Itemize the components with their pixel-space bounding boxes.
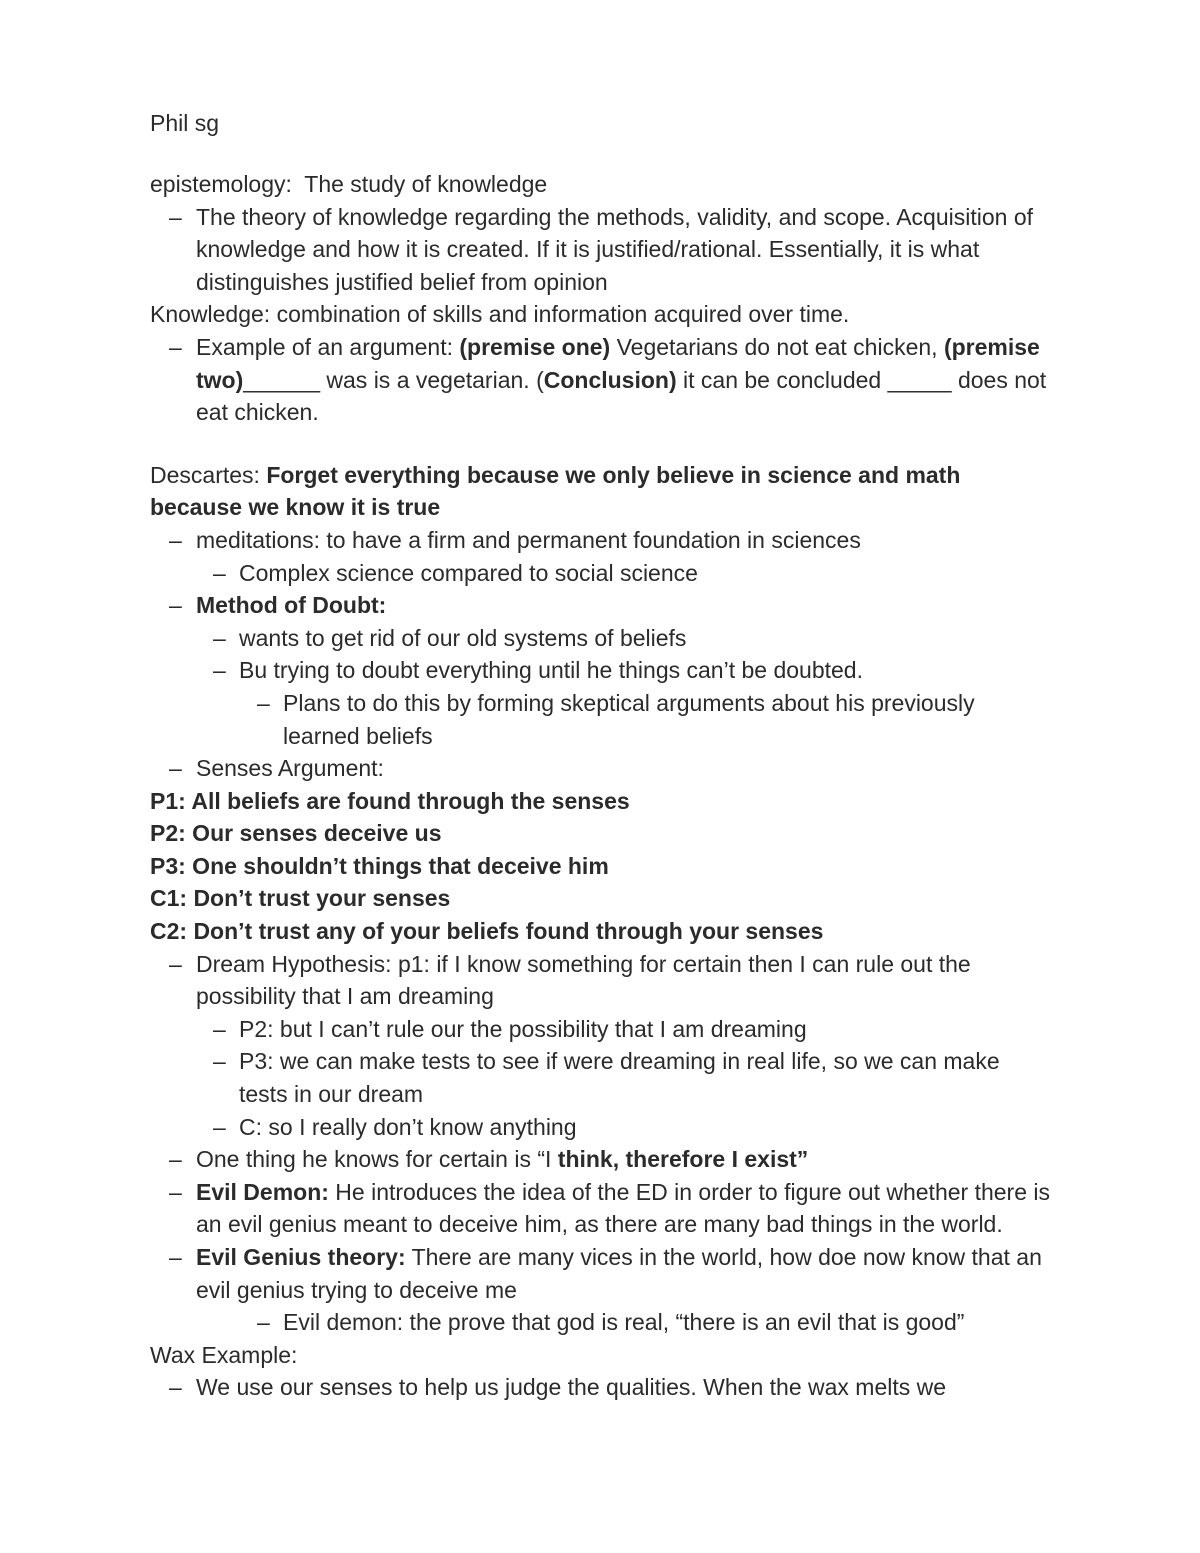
dash-marker: – [213, 657, 226, 684]
dash-marker: – [169, 1374, 182, 1401]
epistemology-bullet: The theory of knowledge regarding the methods, validity, and scope. Acquisition of knowledge and how it is created. If it is justified/rational. Essentially, it is what distinguishes justified belief from opinion [196, 203, 1034, 295]
premise-line [150, 817, 1050, 850]
epistemology-term: epistemology: [150, 171, 292, 197]
list-item [150, 524, 1050, 557]
meditations-text: meditations: to have a firm and permanent foundation in sciences [196, 526, 861, 553]
argument-text: Example of an argument: [196, 333, 460, 360]
premise-p2: P2: Our senses deceive us [150, 820, 442, 847]
evil-demon-text: He introduces the idea of the ED in order to figure out whether there is an evil genius meant to deceive him, as there are many bad things in the world. [196, 1178, 1050, 1238]
list-item [150, 557, 1050, 590]
list-item [150, 622, 1050, 655]
dash-marker: – [213, 1048, 226, 1075]
conclusion-c2: C2: Don’t trust any of your beliefs found through your senses [150, 918, 824, 945]
dream-hypothesis-text: Dream Hypothesis: p1: if I know something for certain then I can rule out the possibility that I am dreaming [196, 950, 971, 1010]
list-item [150, 1045, 1050, 1110]
list-item [150, 589, 1050, 622]
senses-argument-label: Senses Argument: [196, 755, 384, 782]
list-item [150, 687, 1050, 752]
complex-science-text: Complex science compared to social science [239, 559, 698, 586]
conclusion-c1: C1: Don’t trust your senses [150, 885, 451, 912]
dash-marker: – [169, 526, 182, 553]
list-item [150, 1013, 1050, 1046]
list-item [150, 1111, 1050, 1144]
conclusion-line [150, 882, 1050, 915]
list-item [150, 1176, 1050, 1241]
spacer [150, 429, 1050, 459]
page-title: Phil sg [150, 110, 220, 136]
evil-genius-label: Evil Genius theory: [196, 1244, 406, 1270]
list-item [150, 1371, 1050, 1404]
argument-text: ______ was is a vegetarian. ( [243, 366, 544, 393]
dream-p3: P3: we can make tests to see if were dreaming in real life, so we can make tests in our dream [239, 1048, 1000, 1108]
wax-bullet: We use our senses to help us judge the qualities. When the wax melts we [196, 1374, 947, 1401]
dash-marker: – [169, 755, 182, 782]
document-body [150, 168, 1050, 1404]
list-item [150, 1241, 1050, 1306]
evil-genius-text: There are many vices in the world, how doe now know that an evil genius trying to deceive me [196, 1244, 1042, 1303]
list-item [150, 654, 1050, 687]
dream-c: C: so I really don’t know anything [239, 1113, 577, 1140]
dash-marker: – [169, 333, 182, 360]
dash-marker: – [213, 1113, 226, 1140]
doubt-item: Bu trying to doubt everything until he things can’t be doubted. [239, 657, 863, 684]
list-item [150, 201, 1050, 299]
doubt-item: wants to get rid of our old systems of beliefs [239, 624, 687, 651]
knowledge-line: Knowledge: combination of skills and information acquired over time. [150, 301, 850, 328]
dash-marker: – [213, 559, 226, 586]
premise-p3: P3: One shouldn’t things that deceive him [150, 852, 609, 879]
evil-genius-sub-item: Evil demon: the prove that god is real, “there is an evil that is good” [283, 1309, 965, 1336]
list-item [150, 752, 1050, 785]
premise-line [150, 850, 1050, 883]
cogito-bold: think, therefore I exist” [557, 1146, 809, 1173]
dash-marker: – [213, 624, 226, 651]
doubt-sub-item: Plans to do this by forming skeptical arguments about his previously learned beliefs [283, 689, 975, 749]
dash-marker: – [169, 950, 182, 977]
dash-marker: – [169, 203, 182, 230]
dream-p2: P2: but I can’t rule our the possibility that I am dreaming [239, 1015, 807, 1042]
descartes-thesis: Forget everything because we only believe in science and math because we know it is true [150, 461, 961, 521]
conclusion-label: Conclusion) [543, 366, 677, 393]
cogito-text: One thing he knows for certain is “I [196, 1146, 558, 1173]
premise-line [150, 785, 1050, 818]
dash-marker: – [169, 1244, 182, 1270]
wax-example-label: Wax Example: [150, 1341, 298, 1368]
epistemology-line [150, 168, 1050, 201]
premise-p1: P1: All beliefs are found through the senses [150, 787, 630, 814]
method-of-doubt-label: Method of Doubt: [196, 592, 387, 619]
descartes-label: Descartes: [150, 461, 267, 488]
dash-marker: – [257, 689, 270, 716]
dash-marker: – [257, 1309, 270, 1336]
list-item [150, 331, 1050, 429]
premise-two-label: (premise two) [196, 333, 1040, 393]
dash-marker: – [169, 1178, 182, 1205]
epistemology-definition: The study of knowledge [291, 171, 548, 197]
list-item [150, 1143, 1050, 1176]
argument-text: it can be concluded _____ does not eat chicken. [196, 366, 1047, 426]
conclusion-line [150, 915, 1050, 948]
list-item [150, 948, 1050, 1013]
dash-marker: – [213, 1015, 226, 1042]
list-item [150, 1306, 1050, 1339]
evil-demon-label: Evil Demon: [196, 1178, 329, 1205]
premise-one-label: (premise one) [459, 333, 611, 360]
argument-text: Vegetarians do not eat chicken, [610, 333, 944, 360]
dash-marker: – [169, 1146, 182, 1173]
descartes-line [150, 459, 1050, 524]
dash-marker: – [169, 592, 182, 619]
